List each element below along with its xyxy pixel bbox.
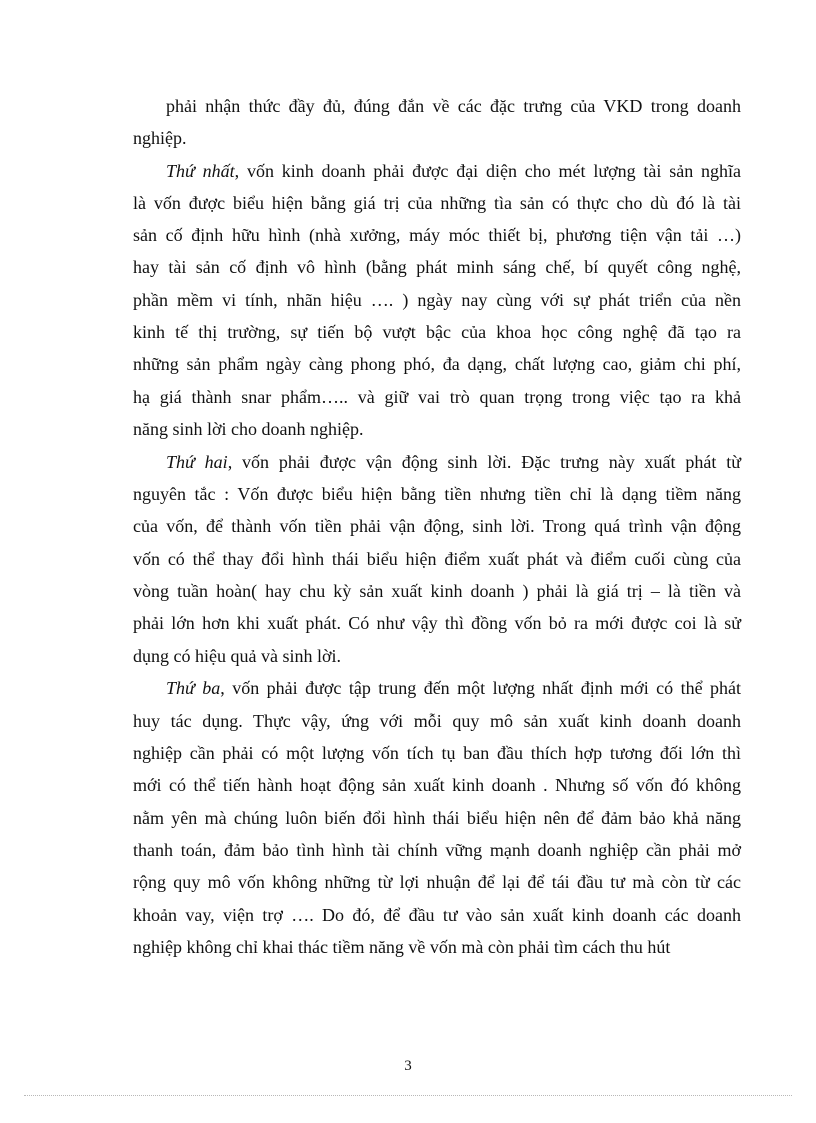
text-fragment: vốn phải được tập trung đến một lượng nhất định mới có thể phát <box>232 678 742 698</box>
text-line: những sản phẩm ngày càng phong phó, đa dạng, chất lượng cao, giảm chi phí, <box>133 354 741 374</box>
page-bottom-divider <box>24 1095 792 1096</box>
text-line: của vốn, để thành vốn tiền phải vận động, sinh lời. Trong quá trình vận động <box>133 516 741 536</box>
text-line: là vốn được biểu hiện bằng giá trị của những tìa sản có thực cho dù đó là tài <box>133 193 741 213</box>
text-line: sản cố định hữu hình (nhà xưởng, máy móc thiết bị, phương tiện vận tải …) <box>133 225 741 245</box>
text-line: huy tác dụng. Thực vậy, ứng với mỗi quy mô sản xuất kinh doanh doanh <box>133 711 741 731</box>
paragraph-third-opening <box>166 672 741 704</box>
text-line: năng sinh lời cho doanh nghiệp. <box>133 419 364 439</box>
text-line: hay tài sản cố định vô hình (bằng phát minh sáng chế, bí quyết công nghệ, <box>133 257 741 277</box>
separator: , <box>234 161 247 181</box>
text-line: rộng quy mô vốn không những từ lợi nhuận để lại để tái đầu tư mà còn từ các <box>133 872 741 892</box>
page-number: 3 <box>404 1058 412 1074</box>
text-line: nguyên tắc : Vốn được biểu hiện bằng tiền nhưng tiền chỉ là dạng tiềm năng <box>133 484 741 504</box>
lead-in-third: Thứ ba <box>166 678 221 698</box>
text-line: phần mềm vi tính, nhãn hiệu …. ) ngày nay cùng với sự phát triển của nền <box>133 290 741 310</box>
text-line: vốn có thể thay đổi hình thái biểu hiện điểm xuất phát và điểm cuối cùng của <box>133 549 741 569</box>
text-line: nghiệp không chỉ khai thác tiềm năng về vốn mà còn phải tìm cách thu hút <box>133 937 671 957</box>
separator: , <box>227 452 243 472</box>
text-line: kinh tế thị trường, sự tiến bộ vượt bậc của khoa học công nghệ đã tạo ra <box>133 322 741 342</box>
lead-in-second: Thứ hai <box>166 452 228 472</box>
text-line: mới có thể tiến hành hoạt động sản xuất kinh doanh . Nhưng số vốn đó không <box>133 775 741 795</box>
separator: , <box>220 678 233 698</box>
text-fragment: vốn kinh doanh phải được đại diện cho mét lượng tài sản nghĩa <box>246 161 741 181</box>
text-line: khoản vay, viện trợ …. Do đó, để đầu tư vào sản xuất kinh doanh các doanh <box>133 905 741 925</box>
text-line: vòng tuần hoàn( hay chu kỳ sản xuất kinh doanh ) phải là giá trị – là tiền và <box>133 581 741 601</box>
text-line: nằm yên mà chúng luôn biến đổi hình thái biểu hiện nên để đảm bảo khả năng <box>133 808 741 828</box>
text-fragment: vốn phải được vận động sinh lời. Đặc trưng này xuất phát từ <box>242 452 741 472</box>
text-line: thanh toán, đảm bảo tình hình tài chính vững mạnh doanh nghiệp cần phải mở <box>133 840 741 860</box>
paragraph-second-opening <box>166 446 741 478</box>
text-line: dụng có hiệu quả và sinh lời. <box>133 646 341 666</box>
text-line: nghiệp cần phải có một lượng vốn tích tụ ban đầu thích hợp tương đối lớn thì <box>133 743 741 763</box>
paragraph-first-opening <box>166 155 741 187</box>
text-line: phải lớn hơn khi xuất phát. Có như vậy thì đồng vốn bỏ ra mới được coi là sử <box>133 613 741 633</box>
lead-in-first: Thứ nhất <box>166 161 235 181</box>
text-line: phải nhận thức đầy đủ, đúng đắn về các đặc trưng của VKD trong doanh <box>166 96 741 116</box>
text-line: nghiệp. <box>133 128 187 148</box>
text-line: hạ giá thành snar phẩm….. và giữ vai trò quan trọng trong việc tạo ra khả <box>133 387 741 407</box>
